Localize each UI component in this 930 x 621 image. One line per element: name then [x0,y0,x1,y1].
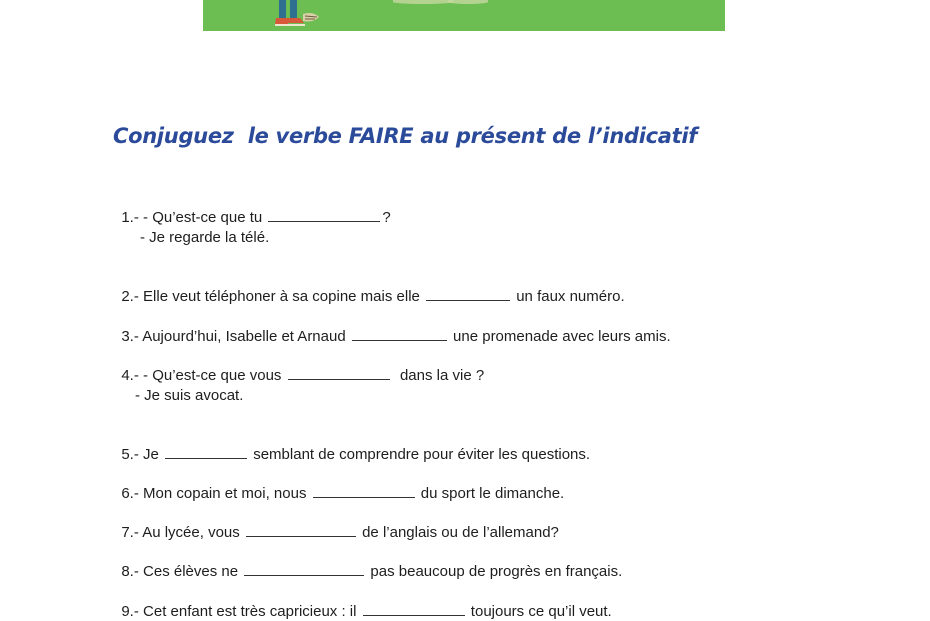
answer-blank-8[interactable] [244,562,364,576]
answer-blank-2[interactable] [426,287,510,301]
exercise-item-3 [113,309,671,346]
item-text: du sport le dimanche. [416,485,565,502]
item-text: un faux numéro. [512,288,625,305]
item-text: Aujourd’hui, Isabelle et Arnaud [142,328,350,345]
exercise-item-1 [113,190,391,227]
answer-blank-3[interactable] [352,327,447,341]
banner-decoration [393,0,453,4]
item-text: de l’anglais ou de l’allemand? [357,524,559,541]
item-number: 9.- [121,603,139,620]
item-number: 1.- [121,209,139,226]
exercise-item-4-reply: - Je suis avocat. [135,387,244,404]
answer-blank-4[interactable] [288,366,390,380]
item-number: 5.- [121,446,139,463]
item-text: Elle veut téléphoner à sa copine mais elle [143,288,425,305]
header-banner-image [203,0,725,31]
exercise-item-2 [113,269,625,306]
answer-blank-5[interactable] [165,445,247,459]
item-text: Au lycée, vous [142,524,244,541]
exercise-item-9 [113,584,612,621]
item-number: 3.- [121,328,139,345]
item-text: pas beaucoup de progrès en français. [366,563,623,580]
exercise-item-5 [113,427,590,464]
item-number: 2.- [121,288,139,305]
exercise-item-4 [113,348,484,385]
item-number: 7.- [121,524,139,541]
answer-blank-9[interactable] [363,602,465,616]
item-text: ? [382,209,391,226]
item-text: - Qu’est-ce que tu [138,209,267,226]
item-number: 8.- [121,563,139,580]
item-text: Je [143,446,164,463]
item-text: toujours ce qu’il veut. [466,603,612,620]
item-text: une promenade avec leurs amis. [448,328,671,345]
answer-blank-1[interactable] [268,208,380,222]
item-text: semblant de comprendre pour éviter les questions. [249,446,591,463]
exercise-item-7 [113,505,559,542]
item-text: Ces élèves ne [143,563,243,580]
item-text: Cet enfant est très capricieux : il [143,603,361,620]
answer-blank-7[interactable] [246,523,356,537]
item-text: - Qu’est-ce que vous [143,367,286,384]
banner-decoration [448,0,488,4]
item-number: 6.- [121,485,139,502]
item-text: Mon copain et moi, nous [143,485,311,502]
cartoon-figure-illustration [275,0,335,28]
exercise-item-8 [113,544,622,581]
exercise-item-6 [113,466,564,503]
answer-blank-6[interactable] [313,484,415,498]
item-text: dans la vie ? [391,367,485,384]
item-number: 4.- [121,367,139,384]
exercise-title: Conjuguez le verbe FAIRE au présent de l’indicatif [113,124,698,148]
exercise-item-1-reply: - Je regarde la télé. [140,229,270,246]
